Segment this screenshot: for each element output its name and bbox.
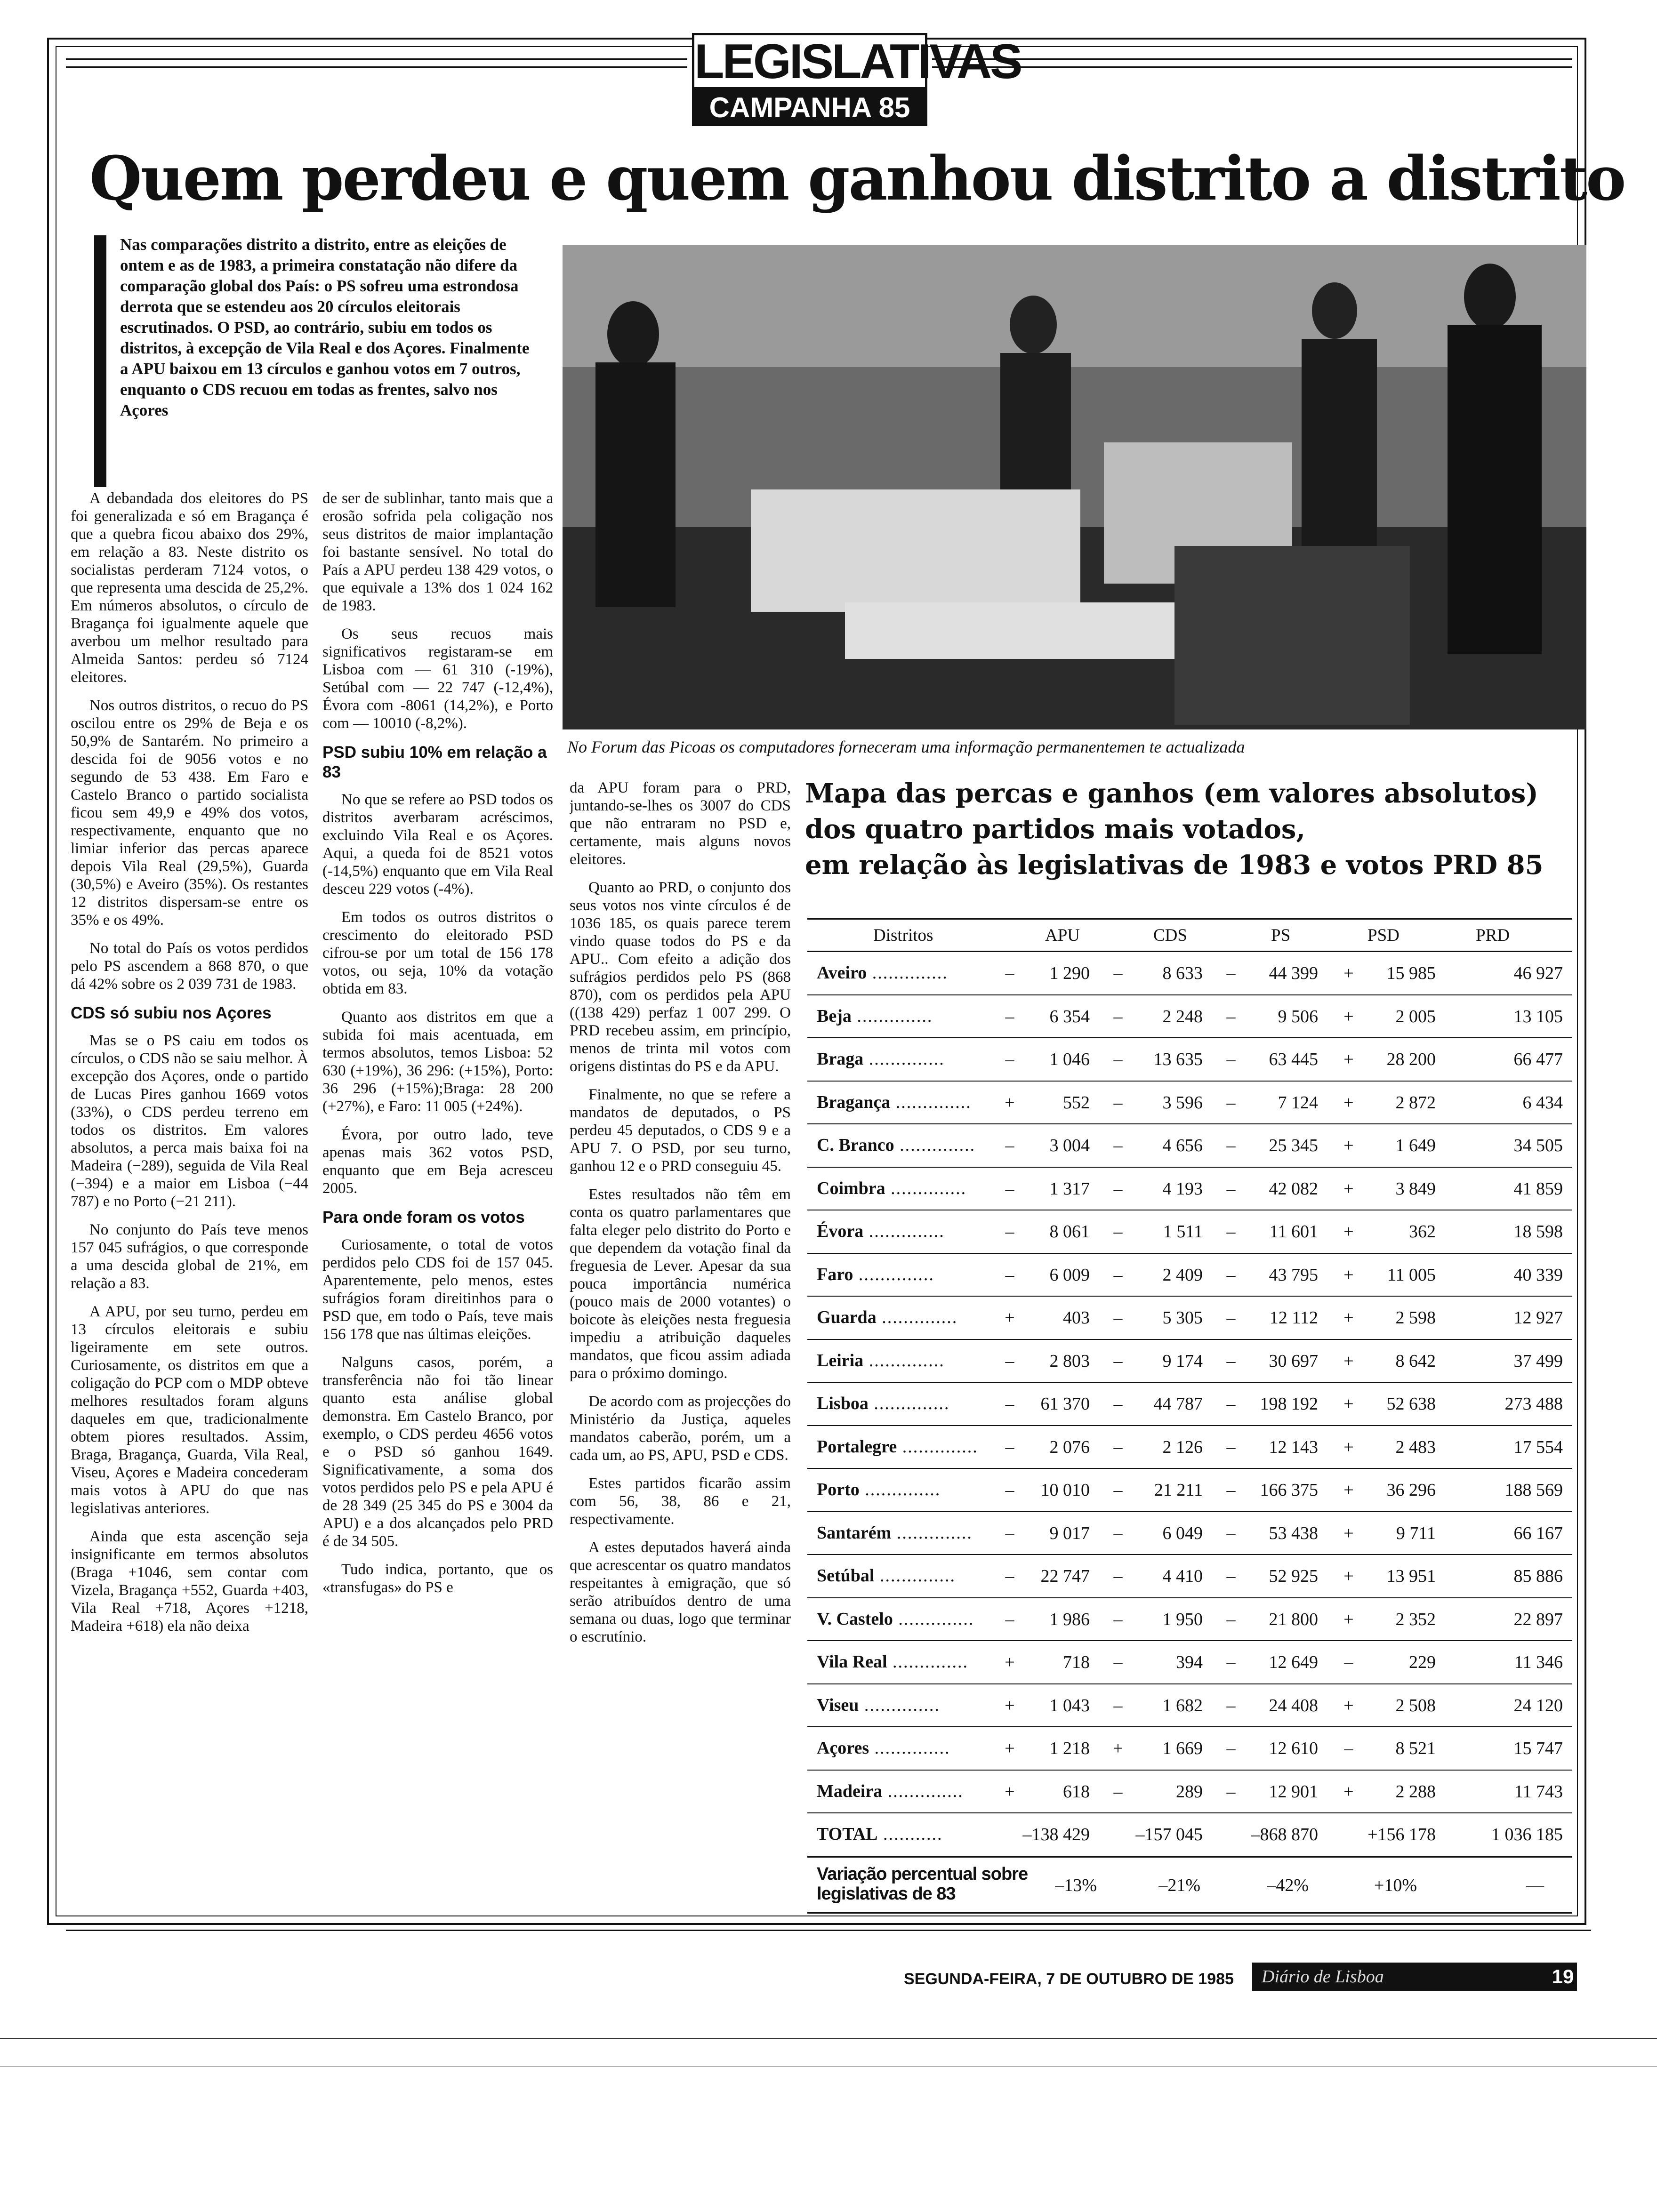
ps-sign: –	[1226, 1695, 1236, 1715]
cds-value: 4 410	[1162, 1566, 1203, 1586]
psd-value: 28 200	[1386, 1050, 1436, 1069]
header-distritos: Distritos	[873, 926, 933, 945]
ps-value: 12 143	[1269, 1437, 1318, 1457]
ps-sign: –	[1226, 1781, 1236, 1802]
psd-value: 3 849	[1395, 1178, 1436, 1199]
prd-value: 12 927	[1513, 1308, 1563, 1328]
total-prd: 1 036 185	[1491, 1825, 1563, 1844]
psd-value: 15 985	[1386, 963, 1436, 983]
ps-value: 12 901	[1269, 1781, 1318, 1802]
district-name: C. Branco ..............	[817, 1135, 976, 1155]
table-row	[807, 1727, 1572, 1771]
table-title-line-1: Mapa das percas e ganhos (em valores absolutos)	[805, 778, 1538, 809]
prd-value: 188 569	[1504, 1480, 1563, 1500]
header-prd: PRD	[1476, 926, 1510, 945]
total-apu: –138 429	[1022, 1825, 1090, 1844]
col2-p6: Évora, por outro lado, teve apenas mais 362 votos PSD, enquanto que em Beja acresceu 2005.	[322, 1126, 553, 1197]
prd-value: 15 747	[1513, 1739, 1563, 1758]
psd-sign: +	[1343, 1394, 1354, 1414]
col2-p8: Nalguns casos, porém, a transferência não foi tão linear quanto esta análise global demonstra. Em Castelo Branco, por exemplo, o CDS perdeu 4656 votos e o PSD só ganhou 1649. Significativamente, a soma dos votos perdidos pelo PS e pela APU é de 28 349 (25 345 do PS e 3004 da APU) e a dos alcançados pelo PRD é de 34 505.	[322, 1354, 553, 1550]
district-name: Leiria ..............	[817, 1350, 945, 1370]
psd-sign: +	[1343, 1609, 1354, 1629]
psd-sign: +	[1343, 1308, 1354, 1328]
cds-sign: –	[1113, 1652, 1123, 1672]
cds-sign: –	[1113, 1609, 1123, 1629]
prd-value: 11 743	[1514, 1781, 1563, 1802]
ps-sign: –	[1226, 1523, 1236, 1543]
table-row	[807, 1038, 1572, 1082]
apu-value: 1 317	[1049, 1178, 1090, 1199]
ps-sign: –	[1226, 1178, 1236, 1199]
cds-sign: +	[1113, 1739, 1123, 1758]
headline: Quem perdeu e quem ganhou distrito a distrito	[89, 144, 1625, 214]
psd-value: 2 483	[1395, 1437, 1436, 1457]
apu-sign: –	[1005, 1006, 1014, 1026]
cds-value: 21 211	[1154, 1480, 1203, 1500]
ps-value: 12 649	[1269, 1652, 1318, 1672]
ps-sign: –	[1226, 1437, 1236, 1457]
apu-sign: –	[1005, 1523, 1014, 1543]
ps-sign: –	[1226, 1050, 1236, 1069]
col2-p4: Em todos os outros distritos o crescimento do eleitorado PSD cifrou-se por um total de 156 178 votos, ou seja, 10% da votação obtida em 83.	[322, 909, 553, 997]
footer-masthead: Diário de Lisboa	[1252, 1963, 1553, 1991]
variation-cds: –21%	[1158, 1875, 1200, 1895]
cds-sign: –	[1113, 1480, 1123, 1500]
col3-p1: da APU foram para o PRD, juntando-se-lhes os 3007 do CDS que não entraram no PSD e, certamente, mais alguns novos eleitores.	[570, 779, 791, 868]
header-psd: PSD	[1367, 926, 1400, 945]
cds-value: 13 635	[1153, 1050, 1203, 1069]
page-number: 19	[1549, 1963, 1577, 1991]
apu-value: 6 009	[1049, 1265, 1090, 1285]
district-name: Faro ..............	[817, 1264, 934, 1284]
district-name: Porto ..............	[817, 1480, 941, 1499]
prd-value: 11 346	[1514, 1652, 1563, 1672]
cds-sign: –	[1113, 1308, 1123, 1328]
cds-sign: –	[1113, 1394, 1123, 1414]
district-name: Braga ..............	[817, 1049, 945, 1069]
prd-value: 273 488	[1504, 1394, 1563, 1414]
psd-value: 1 649	[1395, 1136, 1436, 1155]
ps-value: 52 925	[1269, 1566, 1318, 1586]
prd-value: 66 167	[1513, 1523, 1563, 1543]
ps-value: 12 112	[1269, 1308, 1318, 1328]
col2-p1: de ser de sublinhar, tanto mais que a erosão sofrida pela coligação nos seus distritos de maior implantação foi bastante sensível. No total do País a APU perdeu 138 429 votos, o que equivale a 13% dos 1 024 162 de 1983.	[322, 490, 553, 614]
district-name: Açores ..............	[817, 1738, 950, 1758]
apu-sign: –	[1005, 1136, 1014, 1155]
table-row	[807, 1082, 1572, 1125]
col3-p6: Estes partidos ficarão assim com 56, 38, 86 e 21, respectivamente.	[570, 1475, 791, 1528]
table-row	[807, 1297, 1572, 1340]
psd-value: 2 598	[1395, 1308, 1436, 1328]
cds-sign: –	[1113, 1695, 1123, 1715]
psd-value: 2 288	[1395, 1781, 1436, 1802]
col3-p4: Estes resultados não têm em conta os quatro parlamentares que falta eleger pelo distrito do Porto e que dependem da votação final da freguesia de Lever. Apesar da sua pouca importância numérica (pouco mais de 2000 votantes) o boicote às eleições nesta freguesia impediu a atribuição daqueles mandatos, que ficou assim adiada para o próximo domingo.	[570, 1186, 791, 1382]
psd-value: 362	[1409, 1222, 1436, 1242]
prd-value: 13 105	[1513, 1006, 1563, 1026]
apu-sign: –	[1005, 1437, 1014, 1457]
cds-value: 2 126	[1162, 1437, 1203, 1457]
col1-p7: Ainda que esta ascenção seja insignificante em termos absolutos (Braga +1046, sem contar com Vizela, Bragança +552, Guarda +403, Vila Real +718, Açores +1218, Madeira +618) ela não deixa	[71, 1528, 308, 1635]
apu-value: 1 986	[1049, 1609, 1090, 1629]
district-name: Guarda ..............	[817, 1307, 958, 1327]
apu-sign: –	[1005, 1351, 1014, 1371]
table-row	[807, 1598, 1572, 1642]
cds-value: 1 950	[1162, 1609, 1203, 1629]
ps-sign: –	[1226, 963, 1236, 983]
ps-sign: –	[1226, 1394, 1236, 1414]
col2-subhead-psd: PSD subiu 10% em relação a 83	[322, 743, 547, 781]
district-name: Bragança ..............	[817, 1092, 972, 1112]
cds-sign: –	[1113, 1351, 1123, 1371]
table-variation-row	[807, 1856, 1572, 1914]
col2-subhead-votos: Para onde foram os votos	[322, 1208, 525, 1226]
ps-value: 198 192	[1260, 1394, 1318, 1414]
ps-value: 53 438	[1269, 1523, 1318, 1543]
lead-bar	[94, 235, 106, 487]
psd-value: 9 711	[1396, 1523, 1436, 1543]
ps-sign: –	[1226, 1092, 1236, 1113]
cds-value: 2 409	[1162, 1265, 1203, 1285]
apu-sign: –	[1005, 1480, 1014, 1500]
logo-legislativas: LEGISLATIVAS	[692, 33, 927, 89]
total-ps: –868 870	[1251, 1825, 1318, 1844]
ps-sign: –	[1226, 1136, 1236, 1155]
apu-sign: –	[1005, 1265, 1014, 1285]
cds-value: 6 049	[1162, 1523, 1203, 1543]
apu-sign: –	[1005, 1222, 1014, 1242]
total-label: TOTAL ...........	[817, 1824, 943, 1844]
apu-value: 1 218	[1049, 1739, 1090, 1758]
psd-value: 8 642	[1395, 1351, 1436, 1371]
prd-value: 34 505	[1513, 1136, 1563, 1155]
cds-value: 1 511	[1163, 1222, 1203, 1242]
apu-sign: +	[1005, 1652, 1015, 1672]
cds-sign: –	[1113, 1178, 1123, 1199]
district-name: Vila Real ..............	[817, 1652, 969, 1672]
ps-sign: –	[1226, 1652, 1236, 1672]
prd-value: 22 897	[1513, 1609, 1563, 1629]
table-row	[807, 1210, 1572, 1254]
ps-sign: –	[1226, 1308, 1236, 1328]
table-row	[807, 952, 1572, 995]
prd-value: 46 927	[1513, 963, 1563, 983]
psd-value: 11 005	[1387, 1265, 1436, 1285]
psd-sign: +	[1343, 1136, 1354, 1155]
table-header	[807, 918, 1572, 952]
variation-label: Variação percentual sobre legislativas de 83	[817, 1864, 1028, 1904]
cds-value: 289	[1176, 1781, 1203, 1802]
header-rule-right	[932, 58, 1572, 68]
table-title-line-3: em relação às legislativas de 1983 e votos PRD 85	[805, 850, 1544, 881]
apu-sign: +	[1005, 1781, 1015, 1802]
psd-value: 2 352	[1395, 1609, 1436, 1629]
col2-p2: Os seus recuos mais significativos registaram-se em Lisboa com — 61 310 (-19%), Setúbal com — 22 747 (-12,4%), Évora com -8061 (14,2%), e Porto com — 10010 (-8,2%).	[322, 625, 553, 732]
apu-value: 22 747	[1040, 1566, 1090, 1586]
psd-value: 229	[1409, 1652, 1436, 1672]
cds-sign: –	[1113, 1265, 1123, 1285]
psd-sign: +	[1343, 963, 1354, 983]
article-column-2	[322, 489, 553, 1920]
header-rule-left	[66, 58, 687, 68]
psd-sign: +	[1343, 1265, 1354, 1285]
col1-p1: A debandada dos eleitores do PS foi generalizada e só em Bragança é que a quebra ficou abaixo dos 29%, em relação a 83. Neste distrito os socialistas perderam 7124 votos, o que representa uma descida de 25,2%. Em números absolutos, o círculo de Bragança foi igualmente aquele que averbou um melhor resultado para Almeida Santos: perdeu só 7124 eleitores.	[71, 490, 308, 686]
cds-value: 1 669	[1162, 1739, 1203, 1758]
psd-value: 52 638	[1386, 1394, 1436, 1414]
psd-sign: +	[1343, 1695, 1354, 1715]
section-logo	[692, 33, 1021, 127]
prd-value: 17 554	[1513, 1437, 1563, 1457]
ps-value: 30 697	[1269, 1351, 1318, 1371]
col1-p6: A APU, por seu turno, perdeu em 13 círculos eleitorais e subiu ligeiramente em sete outros. Curiosamente, os distritos em que a coligação do PCP com o MDP obteve melhores resultados foram alguns daqueles em que, tradicionalmente obtem piores resultados. Assim, Braga, Bragança, Guarda, Vila Real, Viseu, Açores e Madeira concederam mais votos à APU do que nas legislativas anteriores.	[71, 1303, 308, 1517]
table-row	[807, 1168, 1572, 1211]
ps-value: 7 124	[1278, 1092, 1318, 1113]
district-name: Santarém ..............	[817, 1523, 973, 1543]
psd-sign: +	[1343, 1178, 1354, 1199]
psd-value: 36 296	[1386, 1480, 1436, 1500]
footer-date: SEGUNDA-FEIRA, 7 DE OUTUBRO DE 1985	[904, 1970, 1234, 1988]
table-row	[807, 1383, 1572, 1426]
ps-sign: –	[1226, 1566, 1236, 1586]
apu-sign: +	[1005, 1695, 1015, 1715]
psd-value: 8 521	[1395, 1739, 1436, 1758]
cds-value: 1 682	[1162, 1695, 1203, 1715]
district-name: Viseu ..............	[817, 1695, 940, 1715]
ps-value: 25 345	[1269, 1136, 1318, 1155]
table-row	[807, 1340, 1572, 1383]
apu-value: 9 017	[1049, 1523, 1090, 1543]
cds-value: 3 596	[1162, 1092, 1203, 1113]
psd-value: 2 872	[1395, 1092, 1436, 1113]
col1-subhead-cds: CDS só subiu nos Açores	[71, 1004, 272, 1022]
ps-value: 9 506	[1278, 1006, 1318, 1026]
cds-value: 4 656	[1162, 1136, 1203, 1155]
apu-sign: –	[1005, 963, 1014, 983]
scan-edge-rule	[0, 2038, 1657, 2039]
header-apu: APU	[1045, 926, 1080, 945]
ps-sign: –	[1226, 1480, 1236, 1500]
table-row	[807, 1254, 1572, 1297]
apu-value: 2 076	[1049, 1437, 1090, 1457]
table-total-row	[807, 1813, 1572, 1856]
col1-p2: Nos outros distritos, o recuo do PS oscilou entre os 29% de Beja e os 50,9% de Santarém. No primeiro a descida foi de 9056 votos e no segundo de 53 438. Em Faro e Castelo Branco o partido socialista ficou sem 49,9 e 49% dos votos, respectivamente, enquanto que no limiar inferior das percas aparece depois Vila Real (29,5%), Guarda (30,5%) e Aveiro (35%). Os restantes 12 distritos dispersam-se entre os 35% e os 49%.	[71, 697, 308, 929]
table-title	[805, 776, 1577, 917]
col1-p5: No conjunto do País teve menos 157 045 sufrágios, o que corresponde a uma descida global de 21%, em relação a 83.	[71, 1221, 308, 1292]
cds-sign: –	[1113, 1092, 1123, 1113]
footer-rule	[66, 1930, 1591, 1931]
ps-value: 43 795	[1269, 1265, 1318, 1285]
table-row	[807, 1426, 1572, 1469]
cds-sign: –	[1113, 1222, 1123, 1242]
variation-prd: —	[1526, 1875, 1544, 1895]
photo-illustration	[563, 245, 1586, 729]
psd-sign: +	[1343, 1523, 1354, 1543]
scan-edge-rule-2	[0, 2066, 1657, 2067]
header-ps: PS	[1271, 926, 1291, 945]
district-name: Aveiro ..............	[817, 963, 948, 983]
apu-value: 1 290	[1049, 963, 1090, 983]
psd-sign: –	[1344, 1652, 1353, 1672]
prd-value: 37 499	[1513, 1351, 1563, 1371]
table-row	[807, 1684, 1572, 1728]
psd-sign: +	[1343, 1437, 1354, 1457]
cds-sign: –	[1113, 1781, 1123, 1802]
cds-sign: –	[1113, 963, 1123, 983]
apu-sign: –	[1005, 1566, 1014, 1586]
ps-value: 42 082	[1269, 1178, 1318, 1199]
cds-value: 394	[1176, 1652, 1203, 1672]
prd-value: 6 434	[1522, 1092, 1563, 1113]
psd-value: 2 005	[1395, 1006, 1436, 1026]
prd-value: 18 598	[1513, 1222, 1563, 1242]
district-name: Beja ..............	[817, 1006, 933, 1026]
cds-sign: –	[1113, 1006, 1123, 1026]
apu-value: 1 046	[1049, 1050, 1090, 1069]
cds-value: 2 248	[1162, 1006, 1203, 1026]
cds-sign: –	[1113, 1523, 1123, 1543]
ps-sign: –	[1226, 1006, 1236, 1026]
ps-sign: –	[1226, 1609, 1236, 1629]
news-photo	[563, 245, 1586, 729]
table-row	[807, 1555, 1572, 1598]
table-row	[807, 995, 1572, 1039]
cds-value: 9 174	[1162, 1351, 1203, 1371]
table-title-line-2: dos quatro partidos mais votados,	[805, 814, 1305, 845]
apu-sign: –	[1005, 1394, 1014, 1414]
ps-value: 44 399	[1269, 963, 1318, 983]
ps-value: 11 601	[1269, 1222, 1318, 1242]
apu-sign: –	[1005, 1050, 1014, 1069]
variation-ps: –42%	[1267, 1875, 1309, 1895]
psd-sign: +	[1343, 1566, 1354, 1586]
prd-value: 40 339	[1513, 1265, 1563, 1285]
variation-apu: –13%	[1055, 1875, 1097, 1895]
ps-sign: –	[1226, 1351, 1236, 1371]
psd-sign: +	[1343, 1092, 1354, 1113]
prd-value: 41 859	[1513, 1178, 1563, 1199]
district-name: Setúbal ..............	[817, 1566, 956, 1586]
apu-sign: +	[1005, 1092, 1015, 1113]
logo-campanha: CAMPANHA 85	[692, 89, 927, 126]
apu-value: 6 354	[1049, 1006, 1090, 1026]
prd-value: 24 120	[1513, 1695, 1563, 1715]
table-row	[807, 1641, 1572, 1684]
table-row	[807, 1512, 1572, 1555]
cds-sign: –	[1113, 1566, 1123, 1586]
ps-value: 63 445	[1269, 1050, 1318, 1069]
ps-sign: –	[1226, 1222, 1236, 1242]
psd-sign: +	[1343, 1050, 1354, 1069]
apu-sign: +	[1005, 1308, 1015, 1328]
col3-p3: Finalmente, no que se refere a mandatos de deputados, o PS perdeu 45 deputados, o CDS 9 e a APU 7. O PSD, por seu turno, ganhou 12 e o PRD conseguiu 45.	[570, 1086, 791, 1175]
prd-value: 66 477	[1513, 1050, 1563, 1069]
psd-sign: –	[1344, 1739, 1353, 1758]
col2-p5: Quanto aos distritos em que a subida foi mais acentuada, em termos absolutos, temos Lisboa: 52 630 (+19%), 36 296: (+15%), Porto: 36 296 (+15%);Braga: 28 200 (+27%), e Faro: 11 005 (+24%).	[322, 1009, 553, 1115]
results-table	[807, 918, 1572, 1914]
lead-paragraph: Nas comparações distrito a distrito, entre as eleições de ontem e as de 1983, a primeira constatação não difere da comparação global dos País: o PS sofreu uma estrondosa derrota que se estendeu aos 20 círculos eleitorais escrutinados. O PSD, ao contrário, subiu em todos os distritos, à excepção de Vila Real e dos Açores. Finalmente a APU baixou em 13 círculos e ganhou votos em 7 outros, enquanto o CDS recuou em todas as frentes, salvo nos Açores	[120, 235, 530, 419]
variation-psd: +10%	[1374, 1875, 1417, 1895]
cds-sign: –	[1113, 1050, 1123, 1069]
total-cds: –157 045	[1135, 1825, 1203, 1844]
col3-p7: A estes deputados haverá ainda que acrescentar os quatro mandatos respeitantes à emigração, que só serão atribuídos dentro de uma semana ou duas, logo que terminar o escrutínio.	[570, 1539, 791, 1645]
col2-p7: Curiosamente, o total de votos perdidos pelo CDS foi de 157 045. Aparentemente, pelo menos, estes sufrágios foram direitinhos para o PSD que, em todo o País, teve mais 156 178 que nas últimas eleições.	[322, 1236, 553, 1343]
psd-sign: +	[1343, 1351, 1354, 1371]
apu-sign: –	[1005, 1178, 1014, 1199]
district-name: Madeira ..............	[817, 1781, 964, 1801]
table-row	[807, 1124, 1572, 1168]
psd-value: 13 951	[1386, 1566, 1436, 1586]
cds-value: 5 305	[1162, 1308, 1203, 1328]
col3-p2: Quanto ao PRD, o conjunto dos seus votos nos vinte círculos é de 1036 185, os quais parece terem vindo quase todos do PS e da APU.. Com efeito a adição dos sufrágios perdidos pelo PS (868 870), com os perdidos pela APU ((138 429) perfaz 1 007 299. O PRD recebeu assim, em princípio, menos de trinta mil votos com origens distintas do PS e da APU.	[570, 879, 791, 1075]
psd-sign: +	[1343, 1781, 1354, 1802]
apu-sign: +	[1005, 1739, 1015, 1758]
table-row	[807, 1771, 1572, 1814]
cds-sign: –	[1113, 1437, 1123, 1457]
district-name: Évora ..............	[817, 1221, 945, 1241]
ps-value: 24 408	[1269, 1695, 1318, 1715]
photo-caption: No Forum das Picoas os computadores forneceram uma informação permanentemen te actualizada	[567, 737, 1245, 756]
district-name: V. Castelo ..............	[817, 1609, 974, 1629]
col3-p5: De acordo com as projecções do Ministério da Justiça, aqueles mandatos caberão, porém, um a cada um, ao PS, APU, PSD e CDS.	[570, 1393, 791, 1464]
article-column-3	[570, 779, 791, 1918]
cds-value: 44 787	[1153, 1394, 1203, 1414]
apu-value: 8 061	[1049, 1222, 1090, 1242]
apu-value: 2 803	[1049, 1351, 1090, 1371]
apu-value: 552	[1063, 1092, 1090, 1113]
psd-value: 2 508	[1395, 1695, 1436, 1715]
cds-sign: –	[1113, 1136, 1123, 1155]
apu-value: 718	[1063, 1652, 1090, 1672]
psd-sign: +	[1343, 1222, 1354, 1242]
cds-value: 8 633	[1162, 963, 1203, 983]
ps-sign: –	[1226, 1739, 1236, 1758]
apu-value: 3 004	[1049, 1136, 1090, 1155]
col2-p3: No que se refere ao PSD todos os distritos averbaram acréscimos, excluindo Vila Real e os Açores. Aqui, a queda foi de 8521 votos (-14,5%) enquanto que em Vila Real desceu 229 votos (-4%).	[322, 791, 553, 898]
ps-value: 12 610	[1269, 1739, 1318, 1758]
ps-value: 166 375	[1260, 1480, 1318, 1500]
table-row	[807, 1469, 1572, 1512]
table-body	[807, 952, 1572, 1813]
header-cds: CDS	[1153, 926, 1187, 945]
district-name: Portalegre ..............	[817, 1436, 978, 1457]
apu-value: 61 370	[1040, 1394, 1090, 1414]
district-name: Lisboa ..............	[817, 1394, 950, 1413]
apu-value: 618	[1063, 1781, 1090, 1802]
col1-p3: No total do País os votos perdidos pelo PS ascendem a 868 870, o que dá 42% sobre os 2 039 731 de 1983.	[71, 940, 308, 993]
col1-p4: Mas se o PS caiu em todos os círculos, o CDS não se saiu melhor. À excepção dos Açores, onde o partido de Lucas Pires ganhou 1669 votos (33%), o CDS perdeu terreno em todos os distritos. Em valores absolutos, a perca mais baixa foi na Madeira (−289), seguida de Vila Real (−394) e a maior em Lisboa (−44 787) e no Porto (−21 211).	[71, 1032, 308, 1210]
article-column-1	[71, 489, 308, 1920]
apu-sign: –	[1005, 1609, 1014, 1629]
total-psd: +156 178	[1367, 1825, 1436, 1844]
psd-sign: +	[1343, 1006, 1354, 1026]
cds-value: 4 193	[1162, 1178, 1203, 1199]
apu-value: 1 043	[1049, 1695, 1090, 1715]
psd-sign: +	[1343, 1480, 1354, 1500]
ps-sign: –	[1226, 1265, 1236, 1285]
district-name: Coimbra ..............	[817, 1178, 967, 1198]
prd-value: 85 886	[1513, 1566, 1563, 1586]
apu-value: 403	[1063, 1308, 1090, 1328]
col2-p9: Tudo indica, portanto, que os «transfugas» do PS e	[322, 1561, 553, 1596]
ps-value: 21 800	[1269, 1609, 1318, 1629]
apu-value: 10 010	[1040, 1480, 1090, 1500]
